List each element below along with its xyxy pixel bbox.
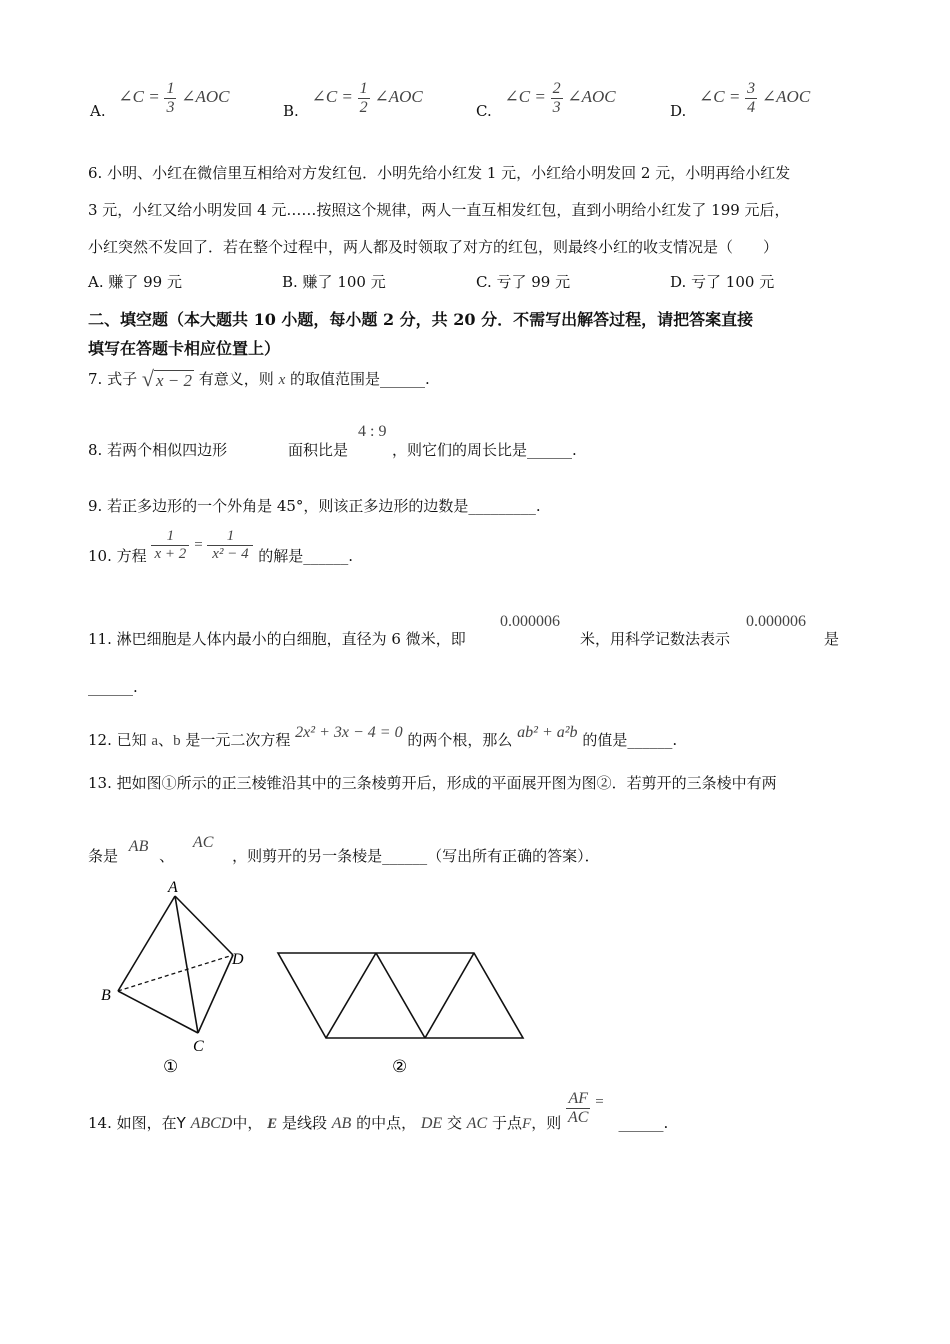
option-label: B. bbox=[283, 102, 299, 121]
q6-option-d: D. 亏了 100 元 bbox=[670, 273, 775, 291]
angle-aoc: ∠AOC bbox=[181, 87, 230, 107]
angle-c: ∠C = bbox=[504, 87, 546, 107]
option-label: C. bbox=[476, 102, 492, 121]
quadratic-equation: 2x² + 3x − 4 = 0 bbox=[295, 724, 403, 741]
q7 bbox=[88, 366, 430, 392]
q8-pre: 8. 若两个相似四边形 bbox=[88, 441, 228, 459]
vertex-c: C bbox=[193, 1038, 204, 1055]
q5-option-a bbox=[90, 80, 230, 120]
q11-pre: 11. 淋巴细胞是人体内最小的白细胞，直径为 6 微米，即 bbox=[88, 630, 466, 648]
vertex-b: B bbox=[101, 987, 111, 1004]
variable-x: x bbox=[278, 372, 286, 388]
q7-pre: 7. 式子 bbox=[88, 370, 138, 388]
q5-option-b bbox=[283, 80, 423, 120]
point-f: F bbox=[522, 1116, 532, 1133]
q14-mid2: 是线段 bbox=[281, 1114, 327, 1133]
segment-ac: AC bbox=[466, 1115, 488, 1133]
q8-mid: 面积比是 bbox=[288, 441, 349, 459]
value-1: 0.000006 bbox=[500, 613, 560, 630]
q11-post: 是 bbox=[824, 630, 840, 648]
fraction-left: $\frac{1}{x + 2}$ bbox=[151, 528, 189, 562]
angle-c: ∠C = bbox=[118, 87, 160, 107]
q14-mid3: 的中点， bbox=[356, 1114, 417, 1133]
expression: ab² + a²b bbox=[517, 724, 578, 741]
q14-mid5: 于点 bbox=[492, 1114, 523, 1133]
vertex-d: D bbox=[232, 951, 244, 968]
angle-aoc: ∠AOC bbox=[761, 87, 811, 107]
equals-sign: = bbox=[194, 537, 203, 553]
radicand: x − 2 bbox=[155, 371, 192, 390]
q6-line-3: 小红突然不发回了．若在整个过程中，两人都及时领取了对方的红包，则最终小红的收支情况是（ ） bbox=[88, 238, 779, 256]
q14-mid6: ，则 bbox=[531, 1114, 562, 1133]
fraction: $\frac{1}{3}$ bbox=[166, 80, 175, 116]
net-figure bbox=[270, 945, 530, 1080]
option-label: D. bbox=[670, 102, 687, 121]
fraction: $\frac{1}{2}$ bbox=[359, 80, 368, 116]
q10-post: 的解是______. bbox=[258, 547, 353, 565]
edge-ac: AC bbox=[192, 834, 214, 851]
fraction-right: $\frac{1}{\text{x² − 4}}$ bbox=[207, 528, 253, 562]
angle-c: ∠C = bbox=[311, 87, 353, 107]
separator: 、 bbox=[159, 847, 175, 865]
abcd: ABCD bbox=[190, 1115, 233, 1133]
var-a: a bbox=[151, 733, 159, 749]
q13-line-2 bbox=[88, 834, 600, 866]
q9: 9. 若正多边形的一个外角是 45°，则该正多边形的边数是_________. bbox=[88, 497, 541, 515]
ratio-fraction: $\frac{AF}{AC}$ bbox=[568, 1090, 589, 1126]
q14-mid4: 交 bbox=[446, 1114, 462, 1133]
value-2: 0.000006 bbox=[746, 613, 806, 630]
q13-post: ，则剪开的另一条棱是______（写出所有正确的答案）． bbox=[232, 847, 600, 865]
q12-mid2: 的两个根，那么 bbox=[407, 731, 513, 749]
q6-line-1: 6. 小明、小红在微信里互相给对方发红包．小明先给小红发 1 元，小红给小明发回 2 元，小明再给小红发 bbox=[88, 164, 791, 182]
equals-sign: = bbox=[595, 1094, 604, 1111]
q5-option-c bbox=[476, 80, 616, 120]
option-label: A. bbox=[90, 102, 106, 121]
edge-ab: AB bbox=[128, 838, 149, 855]
fraction: $\frac{2}{3}$ bbox=[552, 80, 561, 116]
point-e: E bbox=[267, 1116, 278, 1133]
q10 bbox=[88, 528, 353, 566]
q7-post2: 的取值范围是______. bbox=[290, 370, 430, 388]
q10-pre: 10. 方程 bbox=[88, 547, 147, 565]
q7-post: 有意义，则 bbox=[198, 370, 274, 388]
separator: 、 bbox=[158, 731, 174, 749]
q13-pre: 条是 bbox=[88, 847, 119, 865]
q12-pre: 12. 已知 bbox=[88, 731, 147, 749]
angle-c: ∠C = bbox=[699, 87, 741, 107]
segment-ab: AB bbox=[331, 1115, 352, 1133]
q11-line-2: ______. bbox=[88, 678, 138, 696]
var-b: b bbox=[173, 733, 181, 749]
q12 bbox=[88, 724, 677, 750]
figure-1-label: ① bbox=[163, 1057, 179, 1076]
q6-option-b: B. 赚了 100 元 bbox=[282, 273, 386, 291]
vertex-a: A bbox=[168, 879, 178, 896]
q6-option-a: A. 赚了 99 元 bbox=[88, 273, 182, 291]
sqrt-expression: √ x − 2 bbox=[141, 366, 192, 391]
q11-mid: 米，用科学记数法表示 bbox=[580, 630, 731, 648]
parallelogram-symbol: Y bbox=[176, 1114, 186, 1133]
q6-option-c: C. 亏了 99 元 bbox=[476, 273, 571, 291]
q14-mid1: 中， bbox=[232, 1114, 263, 1133]
q12-post: 的值是______. bbox=[582, 731, 678, 749]
q12-mid: 是一元二次方程 bbox=[185, 731, 291, 749]
fraction: $\frac{3}{4}$ bbox=[747, 80, 756, 116]
answer-blank: ______. bbox=[618, 1114, 669, 1133]
q6-line-2: 3 元，小红又给小明发回 4 元……按照这个规律，两人一直互相发红包，直到小明给小红发了 199 元后， bbox=[88, 201, 790, 219]
angle-aoc: ∠AOC bbox=[567, 87, 616, 107]
section-heading-line-1: 二、填空题（本大题共 10 小题，每小题 2 分，共 20 分．不需写出解答过程，请把答案直接 bbox=[88, 310, 754, 329]
area-ratio: 4 : 9 bbox=[358, 423, 387, 440]
segment-de: DE bbox=[420, 1115, 443, 1133]
q8-post: ，则它们的周长比是______. bbox=[392, 441, 577, 459]
angle-aoc: ∠AOC bbox=[374, 87, 423, 107]
tetrahedron-figure bbox=[90, 870, 270, 1080]
figure-2-label: ② bbox=[392, 1057, 408, 1076]
q13-line-1: 13. 把如图①所示的正三棱锥沿其中的三条棱剪开后，形成的平面展开图为图②．若剪开的三条棱中有两 bbox=[88, 774, 777, 792]
section-heading-line-2: 填写在答题卡相应位置上） bbox=[88, 339, 281, 358]
q14 bbox=[88, 1090, 668, 1133]
q5-option-d bbox=[670, 80, 810, 120]
q14-pre: 14. 如图，在 bbox=[88, 1114, 177, 1133]
